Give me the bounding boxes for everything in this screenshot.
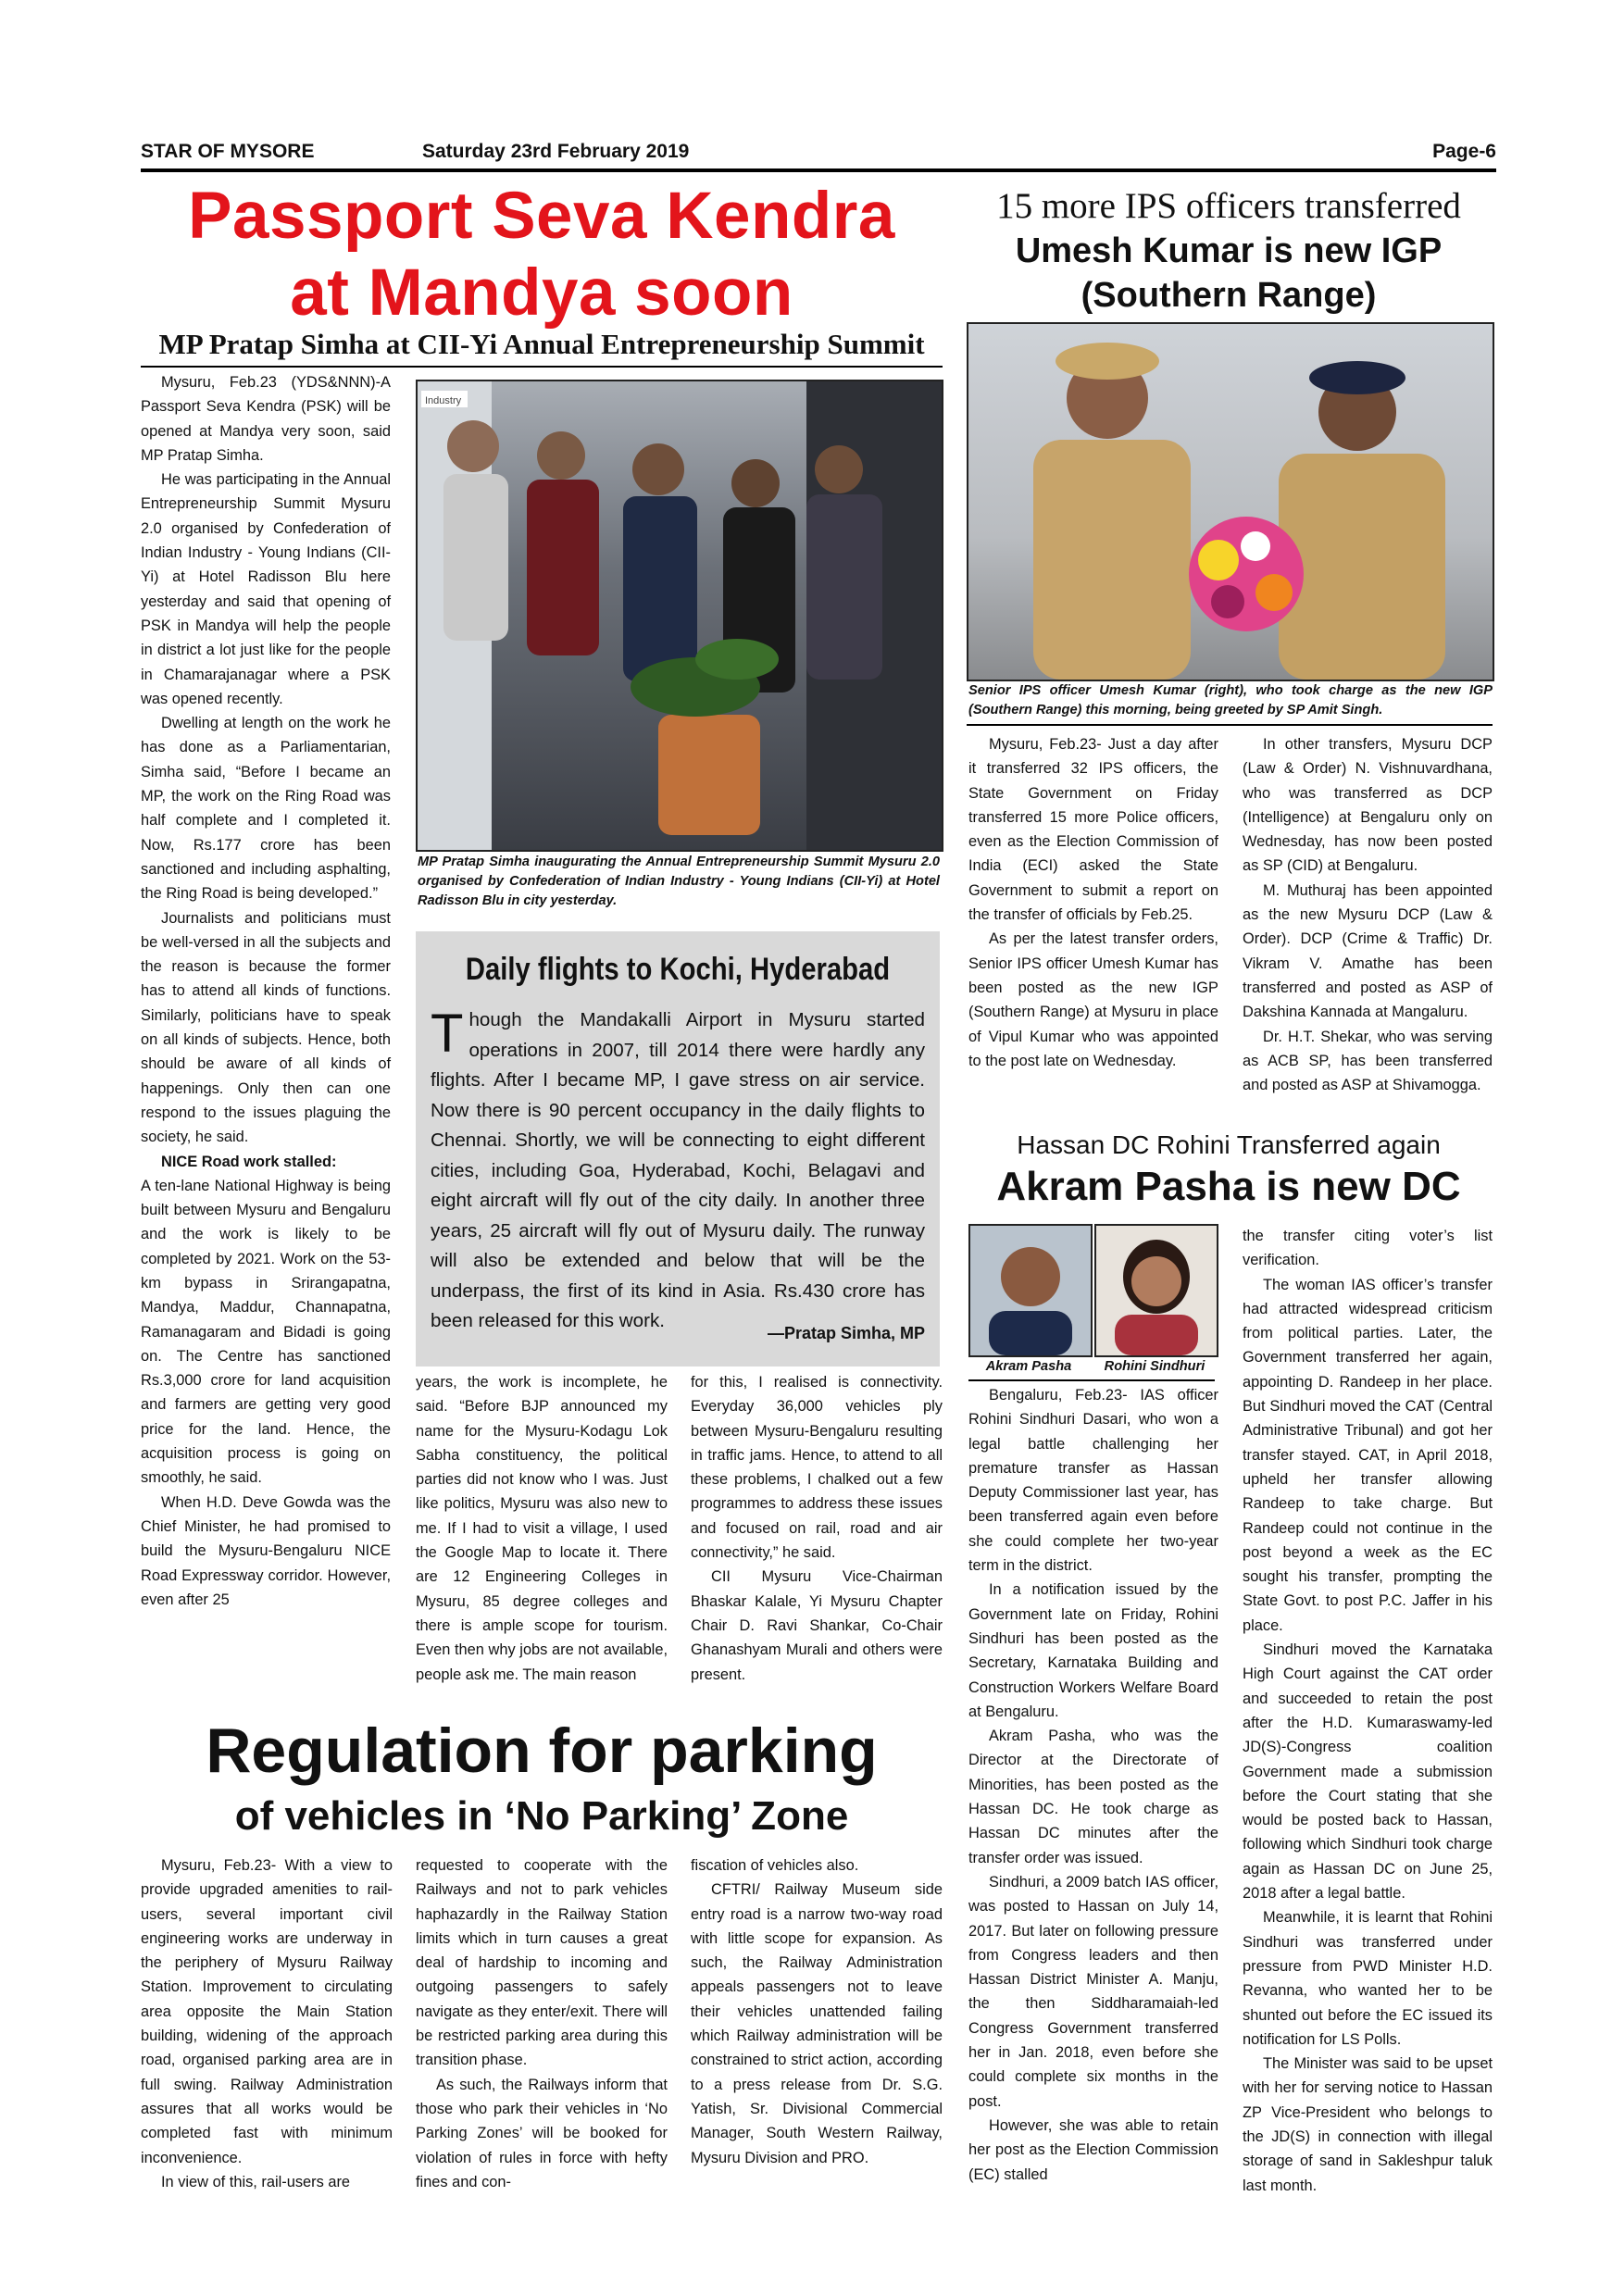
hassan-col2-para: Sindhuri moved the Karnataka High Court against the CAT order and succeeded to retain the post after the H.D. Kumaraswamy-led JD(S)-Congress coalition Government made a submission before the Court stating that she would be posted back to Hassan, following which Sindhuri took charge again as Hassan DC on June 25, 2018 after a legal battle. (1243, 1641, 1493, 1903)
passport-col1-para: Dwelling at length on the work he has done as a Parliamentarian, Simha said, “Before I became an MP, the work on the Ring Road was half complete and I completed it. Now, Rs.177 crore has been sanctioned and including asphalting, the Ring Road is being developed.” (141, 715, 391, 903)
header-rule (141, 168, 1496, 172)
parking-column-2 (416, 1853, 668, 2194)
hassan-col2-para: The woman IAS officer’s transfer had attracted widespread criticism from political parties. Later, the Government transferred her again, appointing D. Randeep in her place. But Sindhuri moved the CAT (Central Administrative Tribunal) and got her transfer stayed. CAT, in April 2018, upheld her transfer allowing Randeep to take charge. But Randeep could not continue in the post beyond a week as the EC sought his transfer, prompting the State Govt. to post P.C. Jaffer in his place. (1243, 1276, 1493, 1634)
ips-kicker: 15 more IPS officers transferred (996, 186, 1461, 226)
hassan-column-1 (968, 1383, 1218, 2187)
hassan-headline: Akram Pasha is new DC (996, 1164, 1461, 1209)
passport-col3-para: for this, I realised is connectivity. Everyday 36,000 vehicles ply between Mysuru-Bengaluru resulting in traffic jams. Hence, to attend to all these problems, I chalked out a few programmes to address these issues and focused on rail, road and air connectivity,” he said. (691, 1374, 943, 1562)
passport-col2-para: years, the work is incomplete, he said. “Before BJP announced my name for the Mysuru-Kodagu Lok Sabha constituency, the political parties did not know who I was. Just like politics, Mysuru was also new to me. If I had to visit a village, I used the Google Map to locate it. There are 12 Engineering Colleges in Mysuru, 85 degree colleges and there is ample scope for tourism. Even then why jobs are not available, people ask me. The main reason (416, 1374, 668, 1683)
passport-col1-para: He was participating in the Annual Entrepreneurship Summit Mysuru 2.0 organised by Confederation of Indian Industry - Young Indians (CII-Yi) at Hotel Radisson Blu here yesterday and said that opening of PSK in Mandya will help the people in district a lot just like for the people in Chamarajanagar where a PSK was opened recently. (141, 471, 391, 707)
flights-drop-cap: T (431, 1004, 464, 1064)
passport-headline (139, 178, 944, 331)
hassan-col1-para: Bengaluru, Feb.23- IAS officer Rohini Sindhuri Dasari, who won a legal battle challenging her premature transfer as Hassan Deputy Commissioner last year, has been transferred again even before she could complete her two-year term in the district. (968, 1387, 1218, 1575)
rohini-sindhuri-caption: Rohini Sindhuri (1104, 1359, 1206, 1374)
hassan-kicker: Hassan DC Rohini Transferred again (1017, 1130, 1441, 1159)
hassan-photo-rule (968, 1379, 1215, 1381)
summit-photo-illustration (418, 381, 942, 850)
passport-column-2 (416, 1370, 668, 1687)
ips-photo (967, 322, 1494, 681)
ips-headline-line1: Umesh Kumar is new IGP (1015, 231, 1443, 270)
parking-col2-para: As such, the Railways inform that those who park their vehicles in ‘No Parking Zones’ will be booked for violation of rules in force with hefty fines and con- (416, 2076, 668, 2190)
ips-col2-para: M. Muthuraj has been appointed as the new Mysuru DCP (Law & Order). DCP (Crime & Traffic) Dr. Vikram V. Amathe has been transferred and posted as ASP of Dakshina Kannada at Mangaluru. (1243, 881, 1493, 1021)
parking-column-1 (141, 1853, 393, 2194)
flights-box-title: Daily flights to Kochi, Hyderabad (465, 952, 891, 987)
summit-photo-banner-text: Industry (425, 395, 462, 406)
parking-headline-line1: Regulation for parking (206, 1716, 878, 1786)
passport-subhead-rule (141, 366, 943, 368)
passport-col3-para: CII Mysuru Vice-Chairman Bhaskar Kalale, Yi Mysuru Chapter Chair D. Ravi Shankar, Co-Chair Ghanashyam Murali and others were present. (691, 1568, 943, 1683)
parking-column-3 (691, 1853, 943, 2170)
ips-caption-rule (967, 724, 1493, 726)
ips-col2-para: In other transfers, Mysuru DCP (Law & Order) N. Vishnuvardhana, who was transferred as DCP (Intelligence) at Bengaluru only on Wednesday, has now been posted as SP (CID) at Bengaluru. (1243, 736, 1493, 875)
parking-col3-para: CFTRI/ Railway Museum side entry road is a narrow two-way road with little scope for expansion. As such, the Railway Administration appeals passengers not to leave their vehicles unattended failing which Railway administration will be constrained to strict action, according to a press release from Dr. S.G. Yatish, Sr. Divisional Commercial Manager, South Western Railway, Mysuru Division and PRO. (691, 1881, 943, 2166)
akram-pasha-photo (968, 1224, 1093, 1357)
rohini-sindhuri-photo (1094, 1224, 1218, 1357)
rohini-sindhuri-portrait (1096, 1226, 1217, 1355)
passport-subhead: MP Pratap Simha at CII-Yi Annual Entrepreneurship Summit (158, 328, 925, 360)
parking-col1-para: In view of this, rail-users are (161, 2173, 351, 2190)
hassan-column-2 (1243, 1224, 1493, 2198)
ips-photo-illustration (968, 324, 1493, 680)
parking-col3-para: fiscation of vehicles also. (691, 1857, 859, 1874)
ips-headline-line2: (Southern Range) (1081, 276, 1377, 315)
akram-pasha-portrait (970, 1226, 1091, 1355)
parking-col1-para: Mysuru, Feb.23- With a view to provide upgraded amenities to rail-users, several important civil engineering works are underway in the periphery of Mysuru Railway Station. Improvement to circulating area opposite the Main Station building, widening of the approach road, organised parking area are in full swing. Railway Administration assures that all works would be completed fast with minimum inconvenience. (141, 1857, 393, 2166)
flights-box-signature: —Pratap Simha, MP (767, 1324, 925, 1342)
flights-box-text (431, 1005, 925, 1337)
passport-col1-para: Mysuru, Feb.23 (YDS&NNN)-A Passport Seva Kendra (PSK) will be opened at Mandya very soon, said MP Pratap Simha. (141, 374, 391, 464)
passport-headline-line1: Passport Seva Kendra (188, 180, 895, 253)
akram-pasha-caption: Akram Pasha (985, 1359, 1072, 1374)
flights-box (416, 931, 940, 1366)
ips-col1-para: As per the latest transfer orders, Senior IPS officer Umesh Kumar has been posted as the new IGP (Southern Range) at Mysuru in place of Vipul Kumar who was appointed to the post late on Wednesday. (968, 930, 1218, 1069)
summit-photo (416, 380, 943, 852)
passport-col1-para: Journalists and politicians must be well-versed in all the subjects and the reason is because the former has to attend all kinds of functions. Similarly, politicians have to speak on all kinds of subjects. Hence, both should be aware of all kinds of happenings. Only then can one respond to the issues plaguing the society, he said. (141, 909, 391, 1146)
passport-col1-para: When H.D. Deve Gowda was the Chief Minister, he had promised to build the Mysuru-Bengaluru NICE Road Expressway corridor. However, even after 25 (141, 1493, 391, 1608)
masthead-paper-name: STAR OF MYSORE (141, 141, 315, 162)
passport-headline-line2: at Mandya soon (290, 256, 793, 330)
nice-road-para: A ten-lane National Highway is being built between Mysuru and Bengaluru and the work is likely to be completed by 2021. Work on the 53-km bypass in Srirangapatna, Mandya, Maddur, Channapatna, Ramanagaram and Bidadi is going on. The Centre has sanctioned Rs.3,000 crore for land acquisition and farmers are getting very good price for the land. Hence, the acquisition process is going on smoothly, he said. (141, 1177, 391, 1487)
parking-col2-para: requested to cooperate with the Railways and not to park vehicles haphazardly in the Railway Station limits which in turn causes a great deal of hardship to incoming and outgoing passengers to safely navigate as they enter/exit. There will be restricted parking area during this transition phase. (416, 1857, 668, 2069)
hassan-col1-para: However, she was able to retain her post as the Election Commission (EC) stalled (968, 2116, 1218, 2183)
summit-photo-caption: MP Pratap Simha inaugurating the Annual Entrepreneurship Summit Mysuru 2.0 organised by Confederation of Indian Industry - Young Indians (CII-Yi) at Hotel Radisson Blu in city yesterday. (418, 855, 940, 908)
ips-col1-para: Mysuru, Feb.23- Just a day after it transferred 32 IPS officers, the State Government on Friday transferred 15 more Police officers, even as the Election Commission of India (ECI) asked the State Government to submit a report on the transfer of officials by Feb.25. (968, 736, 1218, 924)
flights-box-body: hough the Mandakalli Airport in Mysuru started operations in 2007, till 2014 there were hardly any flights. After I became MP, I gave stress on air service. Now there is 90 percent occupancy in the daily flights to Chennai. Shortly, we will be connecting to eight different cities, including Goa, Hyderabad, Kochi, Belagavi and eight aircraft will fly out of the city daily. In another three years, 25 aircraft will fly out of Mysuru daily. The runway will also be extended and below that will be the underpass, the first of its kind in Asia. Rs.430 crore has been released for this work. (431, 1009, 925, 1331)
masthead-page-number: Page-6 (1432, 141, 1496, 162)
ips-col2-para: Dr. H.T. Shekar, who was serving as ACB SP, has been transferred and posted as ASP at Shivamogga. (1243, 1028, 1493, 1094)
masthead-date: Saturday 23rd February 2019 (422, 141, 690, 162)
hassan-col2-para: the transfer citing voter’s list verification. (1243, 1228, 1493, 1269)
hassan-col1-para: In a notification issued by the Government late on Friday, Rohini Sindhuri has been posted as the Secretary, Karnataka Building and Construction Workers Welfare Board at Bengaluru. (968, 1581, 1218, 1720)
ips-column-2 (1243, 732, 1493, 1097)
ips-column-1 (968, 732, 1218, 1073)
passport-column-1 (141, 370, 391, 1612)
ips-photo-caption: Senior IPS officer Umesh Kumar (right), who took charge as the new IGP (Southern Range) this morning, being greeted by SP Amit Singh. (968, 683, 1493, 718)
hassan-col2-para: Meanwhile, it is learnt that Rohini Sindhuri was transferred under pressure from PWD Minister H.D. Revanna, who wanted her to be shunted out before the EC issued its notification for LS Polls. (1243, 1909, 1493, 2048)
parking-headline-line2: of vehicles in ‘No Parking’ Zone (234, 1793, 849, 1839)
hassan-col1-para: Sindhuri, a 2009 batch IAS officer, was posted to Hassan on July 14, 2017. But later on following pressure from Congress leaders and then Hassan District Minister A. Manju, the then Siddharamaiah-led Congress Government transferred her in Jan. 2018, even before she could complete six months in the post. (968, 1873, 1218, 2110)
nice-road-subheading: NICE Road work stalled: (161, 1153, 337, 1170)
passport-column-3 (691, 1370, 943, 1687)
hassan-col2-para: The Minister was said to be upset with her for serving notice to Hassan ZP Vice-President who belongs to the JD(S) in connection with illegal storage of sand in Sakleshpur taluk last month. (1243, 2055, 1493, 2194)
hassan-col1-para: Akram Pasha, who was the Director at the Directorate of Minorities, has been posted as the Hassan DC. He took charge as Hassan DC minutes after the transfer order was issued. (968, 1728, 1218, 1866)
